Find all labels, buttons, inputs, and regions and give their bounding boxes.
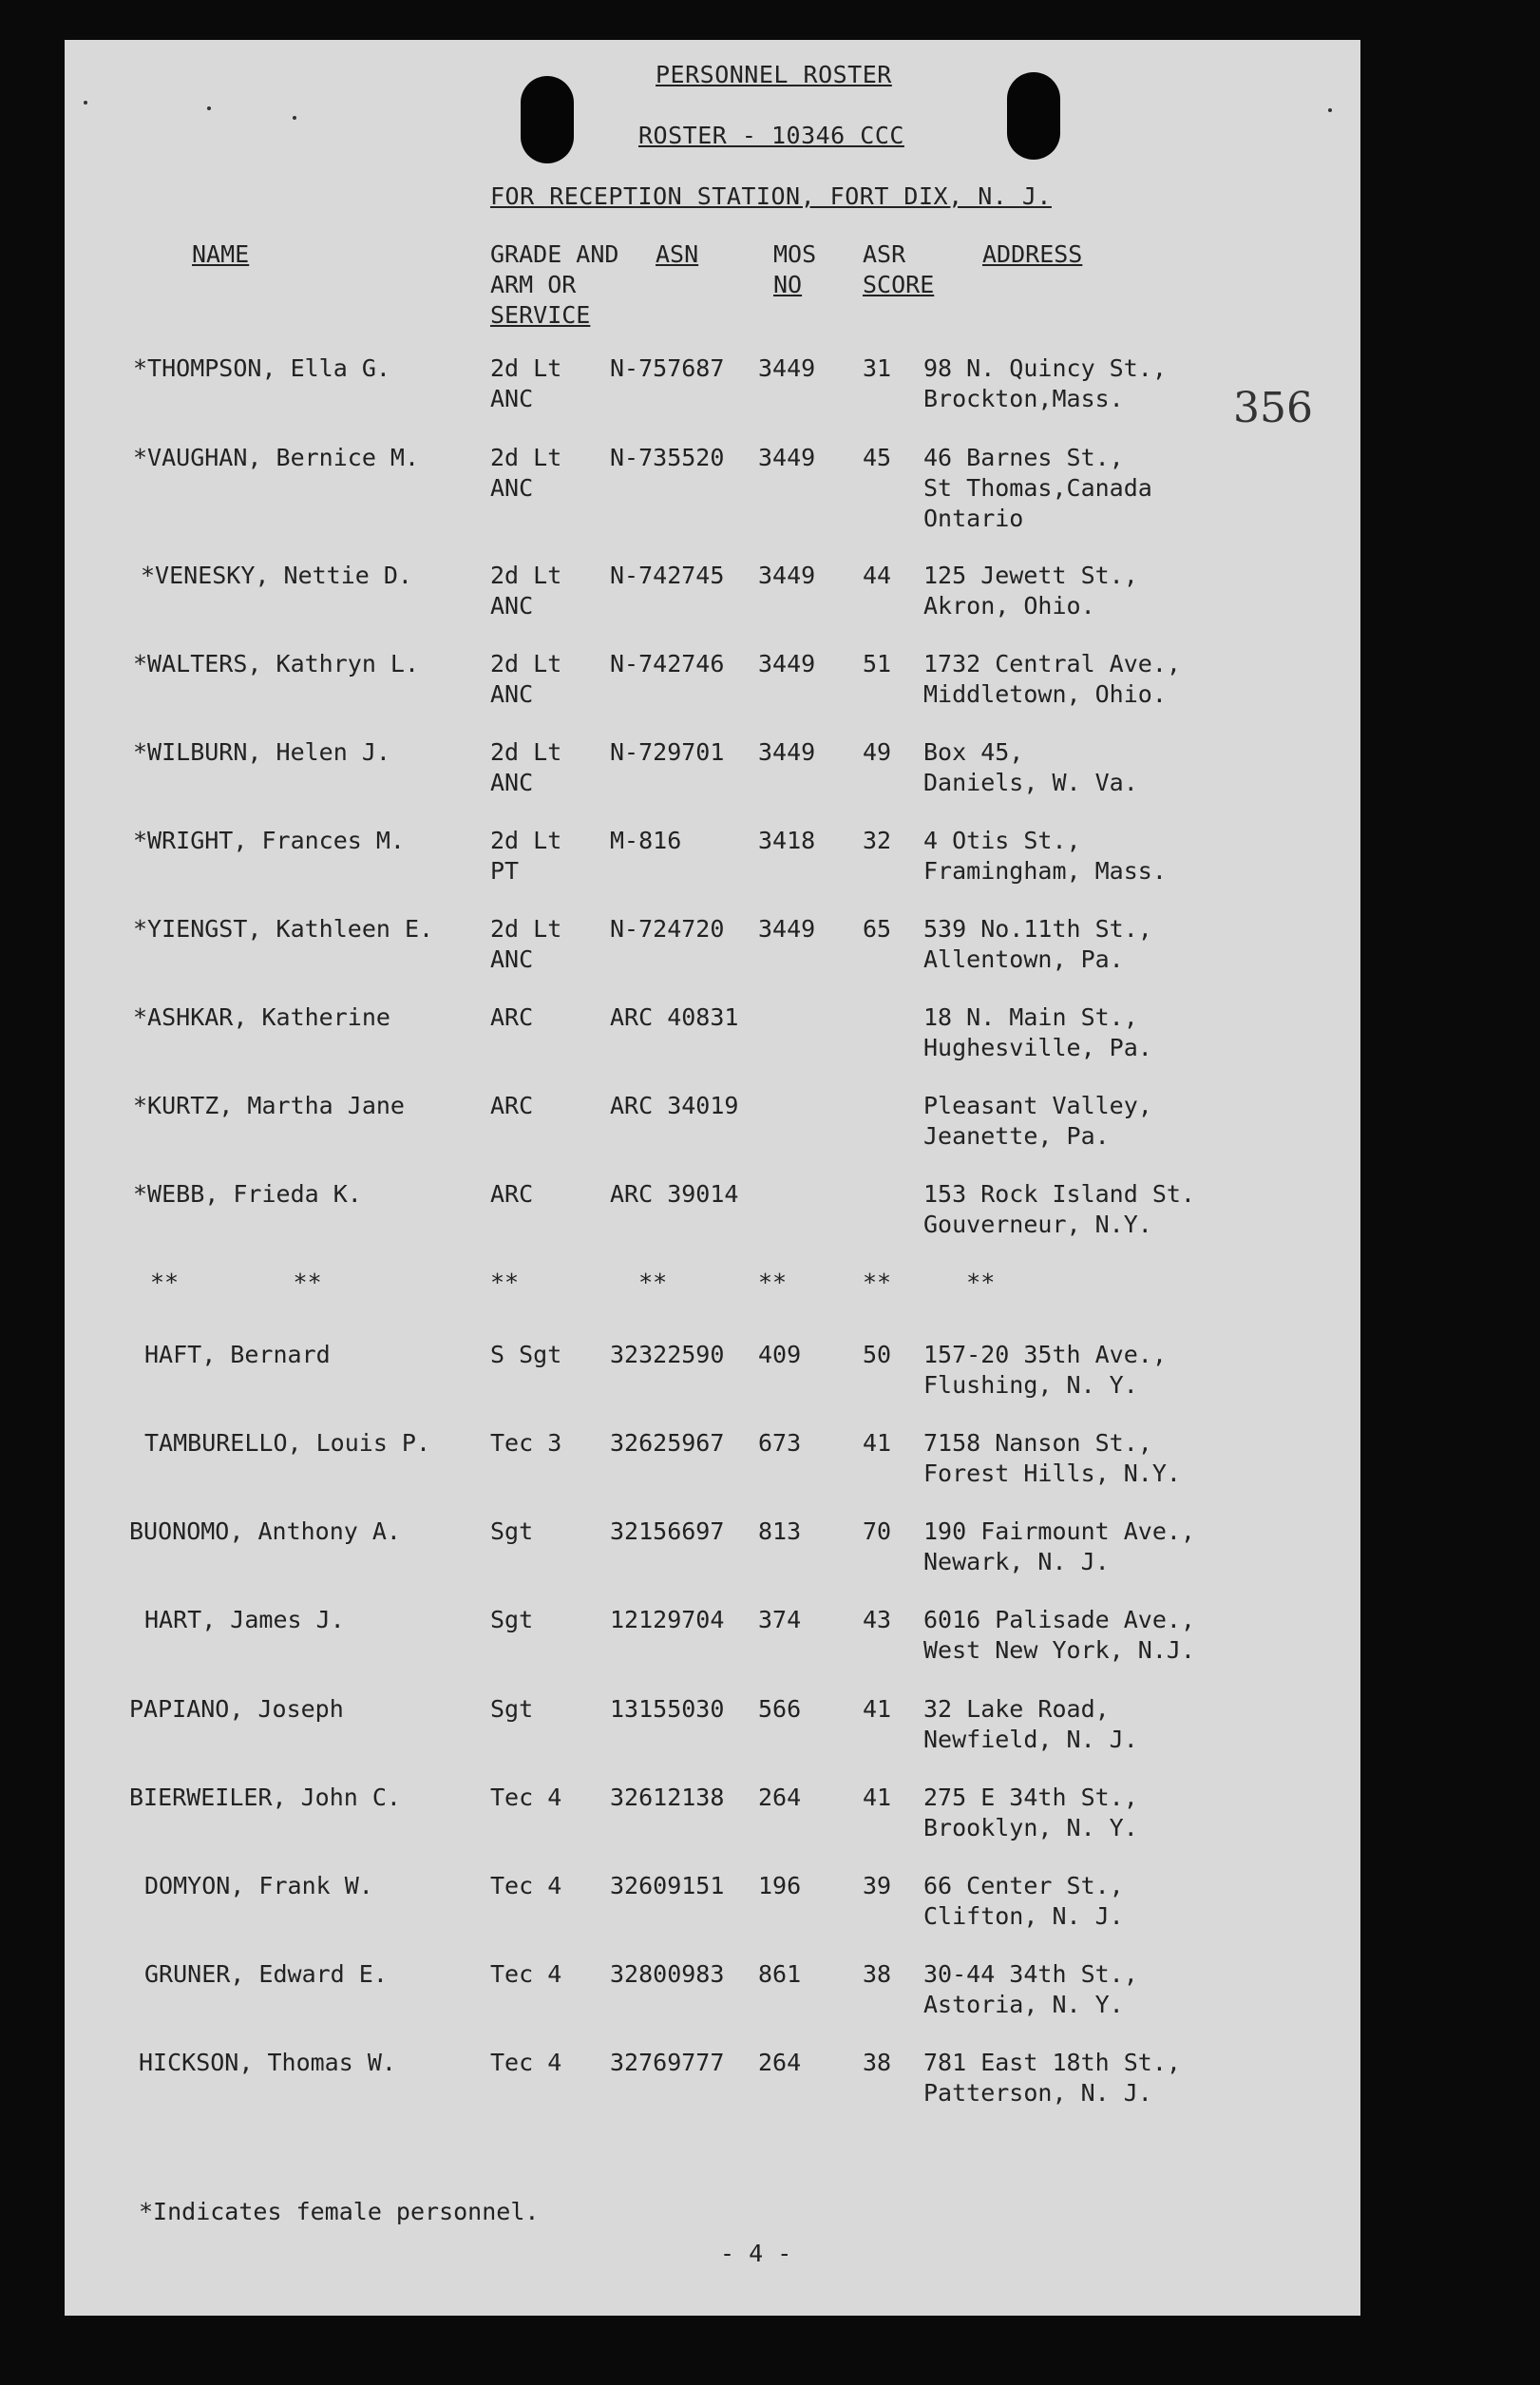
col-header-address: ADDRESS bbox=[982, 240, 1083, 268]
roster-name: *WEBB, Frieda K. bbox=[133, 1180, 362, 1208]
roster-name: *VAUGHAN, Bernice M. bbox=[133, 444, 420, 471]
roster-grade: Sgt bbox=[490, 1695, 534, 1723]
roster-address: 7158 Nanson St., Forest Hills, N.Y. bbox=[923, 1429, 1181, 1487]
roster-address: 539 No.11th St., Allentown, Pa. bbox=[923, 915, 1152, 973]
roster-asr: 38 bbox=[863, 1960, 892, 1988]
roster-grade: ** bbox=[490, 1269, 520, 1296]
roster-name: PAPIANO, Joseph bbox=[129, 1695, 344, 1723]
roster-asn: 32322590 bbox=[610, 1341, 725, 1368]
roster-asn: 32800983 bbox=[610, 1960, 725, 1988]
roster-name: ** ** bbox=[150, 1269, 322, 1296]
roster-mos: 813 bbox=[758, 1517, 802, 1545]
roster-asn: ARC 39014 bbox=[610, 1180, 739, 1208]
document-page bbox=[65, 40, 1360, 2316]
roster-name: *WRIGHT, Frances M. bbox=[133, 827, 405, 854]
roster-mos: 3449 bbox=[758, 354, 816, 382]
roster-grade: 2d Lt ANC bbox=[490, 444, 562, 502]
roster-name: *YIENGST, Kathleen E. bbox=[133, 915, 434, 943]
roster-grade: ARC bbox=[490, 1003, 534, 1031]
roster-name: HART, James J. bbox=[144, 1606, 345, 1633]
roster-asr: 41 bbox=[863, 1784, 892, 1811]
roster-grade: Tec 3 bbox=[490, 1429, 562, 1457]
punch-hole bbox=[1007, 72, 1060, 160]
roster-mos: 264 bbox=[758, 1784, 802, 1811]
roster-address: 275 E 34th St., Brooklyn, N. Y. bbox=[923, 1784, 1138, 1841]
roster-address: Box 45, Daniels, W. Va. bbox=[923, 738, 1138, 796]
roster-address: 6016 Palisade Ave., West New York, N.J. bbox=[923, 1606, 1195, 1664]
roster-asn: 32609151 bbox=[610, 1872, 725, 1899]
roster-grade: 2d Lt ANC bbox=[490, 562, 562, 620]
roster-name: HAFT, Bernard bbox=[144, 1341, 331, 1368]
roster-address: 18 N. Main St., Hughesville, Pa. bbox=[923, 1003, 1152, 1061]
roster-name: HICKSON, Thomas W. bbox=[139, 2049, 396, 2076]
roster-grade: 2d Lt ANC bbox=[490, 915, 562, 973]
roster-name: BIERWEILER, John C. bbox=[129, 1784, 401, 1811]
col-header-name: NAME bbox=[192, 240, 250, 268]
roster-asn: N-742746 bbox=[610, 650, 725, 677]
roster-grade: 2d Lt PT bbox=[490, 827, 562, 885]
roster-grade: 2d Lt ANC bbox=[490, 650, 562, 708]
roster-grade: 2d Lt ANC bbox=[490, 354, 562, 412]
roster-subtitle: ROSTER - 10346 CCC bbox=[638, 122, 904, 149]
roster-mos: 409 bbox=[758, 1341, 802, 1368]
page-number: - 4 - bbox=[720, 2240, 792, 2267]
roster-address: 153 Rock Island St. Gouverneur, N.Y. bbox=[923, 1180, 1195, 1238]
col-header-grade: GRADE AND ARM OR SERVICE bbox=[490, 240, 619, 329]
roster-mos: 566 bbox=[758, 1695, 802, 1723]
roster-address: 30-44 34th St., Astoria, N. Y. bbox=[923, 1960, 1138, 2018]
roster-asr: ** bbox=[863, 1269, 892, 1296]
roster-mos: 264 bbox=[758, 2049, 802, 2076]
roster-grade: Tec 4 bbox=[490, 2049, 562, 2076]
footnote: *Indicates female personnel. bbox=[139, 2198, 540, 2225]
roster-name: *WALTERS, Kathryn L. bbox=[133, 650, 420, 677]
station-line: FOR RECEPTION STATION, FORT DIX, N. J. bbox=[490, 182, 1052, 210]
roster-asn: 32156697 bbox=[610, 1517, 725, 1545]
roster-mos: 3449 bbox=[758, 738, 816, 766]
roster-grade: Sgt bbox=[490, 1517, 534, 1545]
roster-asr: 49 bbox=[863, 738, 892, 766]
col-header-asr: ASR SCORE bbox=[863, 240, 935, 298]
roster-asn: 32625967 bbox=[610, 1429, 725, 1457]
roster-name: DOMYON, Frank W. bbox=[144, 1872, 373, 1899]
roster-grade: Tec 4 bbox=[490, 1784, 562, 1811]
roster-mos: 3449 bbox=[758, 444, 816, 471]
roster-asr: 50 bbox=[863, 1341, 892, 1368]
roster-grade: S Sgt bbox=[490, 1341, 562, 1368]
roster-asr: 41 bbox=[863, 1695, 892, 1723]
roster-address: ** bbox=[923, 1269, 996, 1296]
roster-address: 1732 Central Ave., Middletown, Ohio. bbox=[923, 650, 1181, 708]
roster-asr: 43 bbox=[863, 1606, 892, 1633]
page-title: PERSONNEL ROSTER bbox=[656, 61, 892, 88]
roster-address: 157-20 35th Ave., Flushing, N. Y. bbox=[923, 1341, 1167, 1399]
speck bbox=[1328, 108, 1332, 112]
roster-mos: 673 bbox=[758, 1429, 802, 1457]
roster-asr: 41 bbox=[863, 1429, 892, 1457]
roster-asr: 45 bbox=[863, 444, 892, 471]
col-header-asn: ASN bbox=[656, 240, 699, 268]
roster-address: 4 Otis St., Framingham, Mass. bbox=[923, 827, 1167, 885]
roster-asn: 32769777 bbox=[610, 2049, 725, 2076]
roster-name: GRUNER, Edward E. bbox=[144, 1960, 388, 1988]
roster-grade: Tec 4 bbox=[490, 1872, 562, 1899]
punch-hole bbox=[521, 76, 574, 163]
roster-name: BUONOMO, Anthony A. bbox=[129, 1517, 401, 1545]
roster-name: *VENESKY, Nettie D. bbox=[141, 562, 412, 589]
roster-address: 66 Center St., Clifton, N. J. bbox=[923, 1872, 1124, 1930]
roster-address: 32 Lake Road, Newfield, N. J. bbox=[923, 1695, 1138, 1753]
roster-asn: N-724720 bbox=[610, 915, 725, 943]
roster-asn: 12129704 bbox=[610, 1606, 725, 1633]
page-stamp-number: 356 bbox=[1233, 384, 1313, 432]
roster-asn: N-742745 bbox=[610, 562, 725, 589]
roster-asr: 39 bbox=[863, 1872, 892, 1899]
roster-mos: 374 bbox=[758, 1606, 802, 1633]
roster-mos: 196 bbox=[758, 1872, 802, 1899]
roster-address: 46 Barnes St., St Thomas,Canada Ontario bbox=[923, 444, 1152, 532]
col-header-mos: MOS NO bbox=[773, 240, 817, 298]
roster-address: 781 East 18th St., Patterson, N. J. bbox=[923, 2049, 1181, 2107]
roster-asn: M-816 bbox=[610, 827, 682, 854]
roster-grade: ARC bbox=[490, 1092, 534, 1119]
roster-mos: 3449 bbox=[758, 650, 816, 677]
roster-name: *THOMPSON, Ella G. bbox=[133, 354, 390, 382]
roster-asr: 51 bbox=[863, 650, 892, 677]
roster-grade: ARC bbox=[490, 1180, 534, 1208]
roster-asn: 13155030 bbox=[610, 1695, 725, 1723]
roster-asr: 38 bbox=[863, 2049, 892, 2076]
speck bbox=[207, 106, 211, 110]
roster-mos: 861 bbox=[758, 1960, 802, 1988]
roster-asn: N-735520 bbox=[610, 444, 725, 471]
roster-asr: 65 bbox=[863, 915, 892, 943]
roster-grade: 2d Lt ANC bbox=[490, 738, 562, 796]
roster-address: Pleasant Valley, Jeanette, Pa. bbox=[923, 1092, 1152, 1150]
roster-mos: ** bbox=[758, 1269, 788, 1296]
roster-asn: N-729701 bbox=[610, 738, 725, 766]
roster-asn: ARC 34019 bbox=[610, 1092, 739, 1119]
roster-mos: 3449 bbox=[758, 562, 816, 589]
roster-asr: 31 bbox=[863, 354, 892, 382]
roster-name: *ASHKAR, Katherine bbox=[133, 1003, 390, 1031]
speck bbox=[84, 101, 87, 105]
roster-asr: 44 bbox=[863, 562, 892, 589]
roster-grade: Tec 4 bbox=[490, 1960, 562, 1988]
roster-asn: N-757687 bbox=[610, 354, 725, 382]
roster-asn: 32612138 bbox=[610, 1784, 725, 1811]
roster-name: TAMBURELLO, Louis P. bbox=[144, 1429, 431, 1457]
roster-address: 98 N. Quincy St., Brockton,Mass. bbox=[923, 354, 1167, 412]
roster-address: 190 Fairmount Ave., Newark, N. J. bbox=[923, 1517, 1195, 1575]
roster-asn: ** bbox=[610, 1269, 668, 1296]
roster-name: *WILBURN, Helen J. bbox=[133, 738, 390, 766]
roster-name: *KURTZ, Martha Jane bbox=[133, 1092, 405, 1119]
roster-asr: 32 bbox=[863, 827, 892, 854]
roster-grade: Sgt bbox=[490, 1606, 534, 1633]
roster-address: 125 Jewett St., Akron, Ohio. bbox=[923, 562, 1138, 620]
roster-asr: 70 bbox=[863, 1517, 892, 1545]
roster-asn: ARC 40831 bbox=[610, 1003, 739, 1031]
roster-mos: 3449 bbox=[758, 915, 816, 943]
speck bbox=[293, 116, 296, 120]
roster-mos: 3418 bbox=[758, 827, 816, 854]
